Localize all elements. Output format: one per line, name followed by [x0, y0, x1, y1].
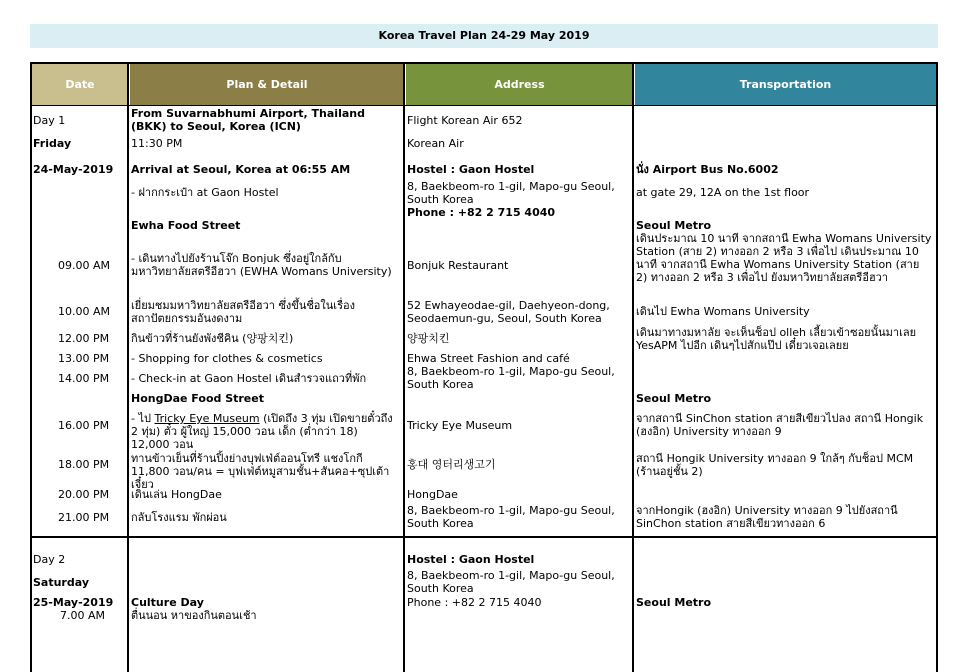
plan-cell: กลับโรงแรม พักผ่อน [131, 511, 227, 524]
address-cell: 8, Baekbeom-ro 1-gil, Mapo-gu Seoul, South Korea [407, 504, 615, 530]
time-cell: 13.00 PM [58, 352, 110, 365]
transport-cell: Seoul Metro [636, 219, 712, 232]
plan-cell: ตื่นนอน หาของกินตอนเช้า [131, 609, 257, 622]
address-cell: Flight Korean Air 652 [407, 114, 523, 127]
address-cell: Bonjuk Restaurant [407, 259, 509, 272]
plan-cell: เยี่ยมชมมหาวิทยาลัยสตรีอีฮวา ซึ่งขึ้นชื่อในเรื่องสถาปัตยกรรมอันงดงาม [131, 299, 355, 325]
plan-cell: 11:30 PM [131, 137, 183, 150]
transport-cell: at gate 29, 12A on the 1st floor [636, 186, 810, 199]
day1-label: Day 1 [33, 114, 66, 127]
day1-weekday: Friday [33, 137, 72, 150]
day1-date: 24-May-2019 [33, 163, 114, 176]
address-cell: Tricky Eye Museum [407, 419, 513, 432]
transport-cell: เดินมาทางมหาลัย จะเห็นช็อป olleh เลี้ยวเข้าซอยนั้นมาเลย YesAPM ไปอีก เดินๆไปสักแป๊ป เดี๋ยวเจอเลยย [636, 326, 917, 352]
day2-label: Day 2 [33, 553, 66, 566]
address-cell: 양팡치킨 [407, 332, 450, 345]
time-cell: 20.00 PM [58, 488, 110, 501]
address-cell: Ehwa Street Fashion and café [407, 352, 570, 365]
plan-cell: ทานข้าวเย็นที่ร้านปิ้งย่างบุฟเฟ่ต์ออนโทรี แชงโกกี 11,800 วอน/คน = บุฟเฟ่ต์หมูสามชั้น+สันคอ+ซุปเต้าเจี๋ยว [131, 452, 390, 491]
transport-cell: เดินไป Ewha Womans University [636, 305, 810, 318]
header-plan: Plan & Detail [130, 64, 404, 106]
phone-cell: Phone : +82 2 715 4040 [407, 596, 542, 609]
day2-weekday: Saturday [33, 576, 89, 589]
col-divider [403, 62, 405, 672]
time-cell: 10.00 AM [58, 305, 111, 318]
time-cell: 16.00 PM [58, 419, 110, 432]
time-cell: 18.00 PM [58, 458, 110, 471]
plan-cell: - Check-in at Gaon Hostel เดินสำรวจแถวที่พัก [131, 372, 367, 385]
time-cell: 14.00 PM [58, 372, 110, 385]
transport-cell: นั่ง Airport Bus No.6002 [636, 163, 779, 176]
time-cell: 09.00 AM [58, 259, 111, 272]
plan-cell: From Suvarnabhumi Airport, Thailand (BKK) to Seoul, Korea (ICN) [131, 107, 365, 133]
header-divider [30, 105, 938, 106]
plan-cell [131, 412, 399, 451]
plan-cell: เดินเล่น HongDae [131, 488, 222, 501]
transport-cell: Seoul Metro [636, 392, 712, 405]
document-title: Korea Travel Plan 24-29 May 2019 [30, 24, 938, 48]
plan-cell: - ฝากกระเป๋า at Gaon Hostel [131, 186, 279, 199]
transport-cell: เดินประมาณ 10 นาที จากสถานี Ewha Womans University Station (สาย 2) ทางออก 2 หรือ 3 เพื่อไป เดินประมาณ 10 นาที จากสถานี Ewha Womans University Station (สาย 2) ทางออก 2 หรือ 3 เพื่อไป ยังมหาวิทยาลัยสตรีอีฮวา [636, 232, 932, 284]
plan-prefix: - ไป [131, 412, 155, 425]
plan-cell: Ewha Food Street [131, 219, 241, 232]
address-cell: Korean Air [407, 137, 464, 150]
transport-cell: จากสถานี SinChon station สายสีเขียวไปลง สถานี Hongik (ฮงอิก) University ทางออก 9 [636, 412, 924, 438]
day2-date: 25-May-2019 [33, 596, 114, 609]
plan-cell: Culture Day [131, 596, 204, 609]
tricky-eye-museum-link[interactable]: Tricky Eye Museum [154, 412, 260, 425]
plan-rest: (เปิดถึง 3 ทุ่ม เปิดขายตั๋วถึง 2 ทุ่ม) ตั๋ว ผู้ใหญ่ 15,000 วอน เด็ก (ต่ำกว่า 18) 12,000 วอน [131, 412, 393, 451]
transport-cell: Seoul Metro [636, 596, 712, 609]
transport-cell: สถานี Hongik University ทางออก 9 ใกล้ๆ กับช็อป MCM (ร้านอยู่ชั้น 2) [636, 452, 914, 478]
day-divider [30, 536, 938, 538]
address-cell: Hostel : Gaon Hostel [407, 553, 535, 566]
address-cell: HongDae [407, 488, 458, 501]
address-cell: 8, Baekbeom-ro 1-gil, Mapo-gu Seoul, South Korea [407, 365, 615, 391]
time-cell: 21.00 PM [58, 511, 110, 524]
plan-cell: Arrival at Seoul, Korea at 06:55 AM [131, 163, 351, 176]
plan-cell: - เดินทางไปยังร้านโจ๊ก Bonjuk ซึ่งอยู่ใกล้กับมหาวิทยาลัยสตรีอีฮวา (EWHA Womans University) [131, 252, 392, 278]
address-cell: 8, Baekbeom-ro 1-gil, Mapo-gu Seoul, South Korea [407, 180, 615, 206]
header-address: Address [406, 64, 633, 106]
time-cell: 12.00 PM [58, 332, 110, 345]
header-date: Date [32, 64, 128, 106]
address-cell: Hostel : Gaon Hostel [407, 163, 535, 176]
time-cell: 7.00 AM [60, 609, 106, 622]
address-cell: 홍대 영터리생고기 [407, 458, 496, 471]
address-cell: 52 Ewhayeodae-gil, Daehyeon-dong, Seodaemun-gu, Seoul, South Korea [407, 299, 610, 325]
phone-cell: Phone : +82 2 715 4040 [407, 206, 556, 219]
plan-cell: HongDae Food Street [131, 392, 264, 405]
col-divider [127, 62, 129, 672]
header-transport: Transportation [635, 64, 936, 106]
col-divider [632, 62, 634, 672]
plan-cell: - Shopping for clothes & cosmetics [131, 352, 323, 365]
transport-cell: จากHongik (ฮงอิก) University ทางออก 9 ไปยังสถานี SinChon station สายสีเขียวทางออก 6 [636, 504, 898, 530]
plan-cell: กินข้าวที่ร้านยังพังชีคิน (양팡치킨) [131, 332, 294, 345]
address-cell: 8, Baekbeom-ro 1-gil, Mapo-gu Seoul, South Korea [407, 569, 615, 595]
